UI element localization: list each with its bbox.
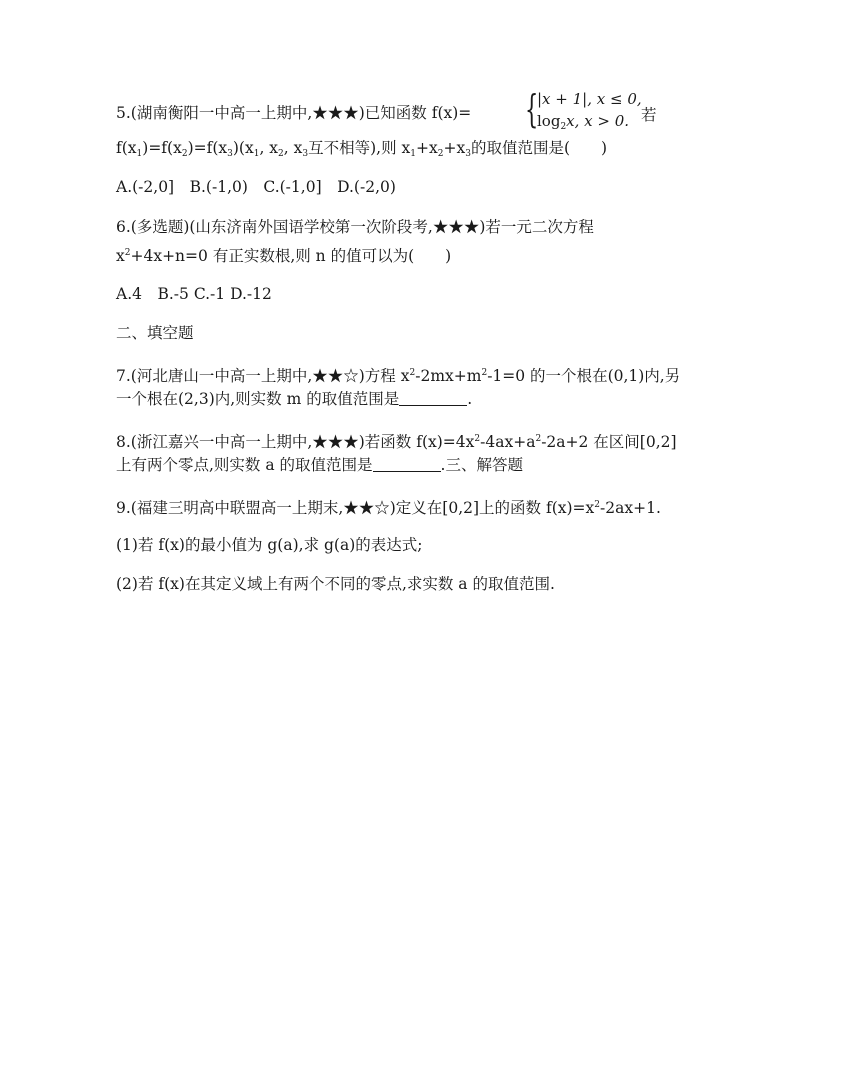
q9-part2: (2)若 f(x)在其定义域上有两个不同的零点,求实数 a 的取值范围. [116, 575, 555, 593]
section-heading-fill-in: 二、填空题 [116, 324, 194, 342]
answer-blank [399, 391, 467, 406]
q5-options: A.(-2,0] B.(-1,0) C.(-1,0] D.(-2,0) [116, 178, 396, 196]
q6-line2: $x^2+4x+n=0$ 有正实数根,则 n 的值可以为( ) [116, 247, 452, 265]
q5-case2: $\log_2x$, x > 0. [537, 112, 630, 132]
q5-prefix: 5.(湖南衡阳一中高一上期中,★★★)已知函数 f(x)= [116, 104, 472, 122]
q5-line2: $f(x_1)=f(x_2)=f(x_3)(x_1$, $x_2$, $x_3$互不相等),则 $x_1+x_2+x_3$的取值范围是( ) [116, 139, 608, 159]
q5-piecewise-function [525, 87, 645, 132]
q5-case1: |x + 1|, x ≤ 0, [537, 90, 642, 108]
q7-line1: 7.(河北唐山一中高一上期中,★★☆)方程 $x^2-2mx+m^2-1=0$ 的一个根在(0,1)内,另 [116, 367, 681, 385]
q8-line2: 上有两个零点,则实数 a 的取值范围是 .三、解答题 [116, 456, 523, 474]
q5-line1 [116, 103, 471, 123]
q6-options: A.4 B.-5 C.-1 D.-12 [116, 285, 272, 303]
q9-line1: 9.(福建三明高中联盟高一上期末,★★☆)定义在[0,2]上的函数 $f(x)=x^2-2ax+1$. [116, 499, 661, 517]
q9-part1: (1)若 f(x)的最小值为 g(a),求 g(a)的表达式; [116, 536, 423, 554]
q7-line2: 一个根在(2,3)内,则实数 m 的取值范围是 . [116, 390, 473, 408]
left-brace: { [525, 87, 539, 131]
answer-blank [373, 457, 441, 472]
q8-line1: 8.(浙江嘉兴一中高一上期中,★★★)若函数 $f(x)=4x^2-4ax+a^2-2a+2$ 在区间[0,2] [116, 433, 677, 451]
q5-after-text: 若 [641, 106, 657, 124]
q6-line1: 6.(多选题)(山东济南外国语学校第一次阶段考,★★★)若一元二次方程 [116, 218, 594, 236]
